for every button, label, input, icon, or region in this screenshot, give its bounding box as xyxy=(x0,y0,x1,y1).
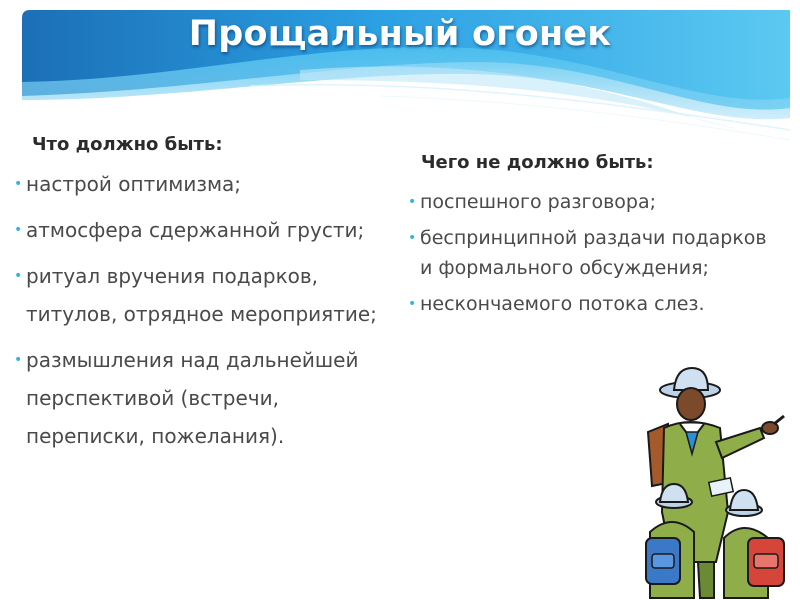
list-item-text: размышления над дальнейшей перспективой (встречи, переписки, пожелания). xyxy=(26,348,359,448)
list-item xyxy=(14,211,399,249)
bullet-icon: • xyxy=(14,222,23,238)
bullet-icon: • xyxy=(408,230,417,246)
left-column-list xyxy=(14,165,399,463)
slide-title: Прощальный огонек xyxy=(188,14,612,54)
list-item xyxy=(408,187,768,217)
list-item xyxy=(14,257,399,333)
scout-leader-with-children-icon xyxy=(628,362,800,600)
list-item xyxy=(14,165,399,203)
bullet-icon: • xyxy=(408,296,417,312)
list-item-text: поспешного разговора; xyxy=(420,191,657,213)
bullet-icon: • xyxy=(408,194,417,210)
right-column-list xyxy=(408,187,768,325)
list-item-text: настрой оптимизма; xyxy=(26,172,242,196)
right-column-heading: Чего не должно быть: xyxy=(421,152,654,173)
list-item xyxy=(408,289,768,319)
left-column-heading: Что должно быть: xyxy=(32,134,223,155)
list-item xyxy=(408,223,768,283)
list-item-text: ритуал вручения подарков, титулов, отрядное мероприятие; xyxy=(26,264,377,326)
bullet-icon: • xyxy=(14,352,23,368)
bullet-icon: • xyxy=(14,176,23,192)
list-item-text: нескончаемого потока слез. xyxy=(420,293,705,315)
list-item-text: атмосфера сдержанной грусти; xyxy=(26,218,365,242)
bullet-icon: • xyxy=(14,268,23,284)
list-item-text: беспринципной раздачи подарков и формального обсуждения; xyxy=(420,227,767,279)
list-item xyxy=(14,341,399,455)
